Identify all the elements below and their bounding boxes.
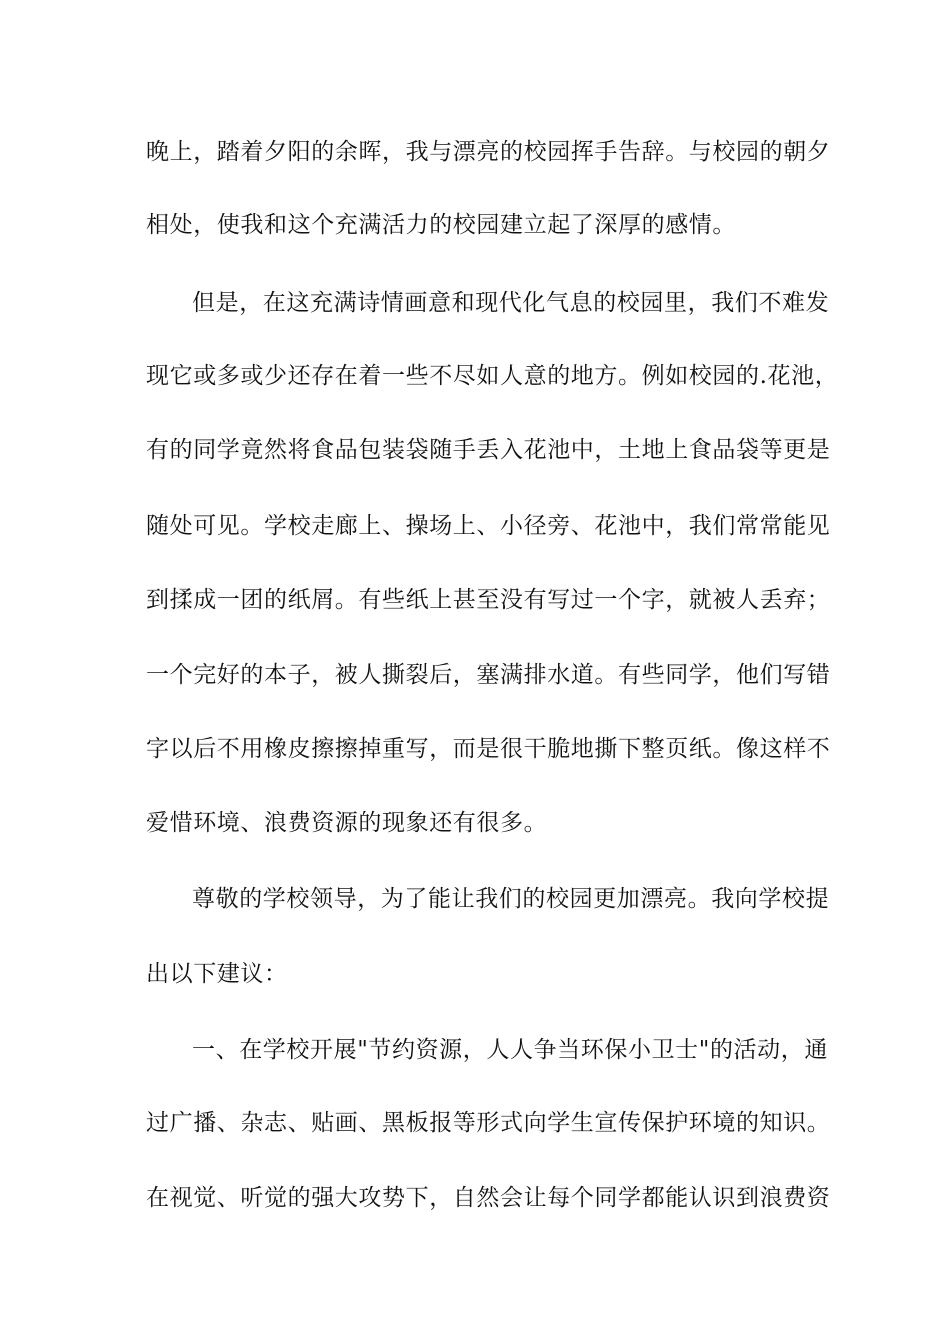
text-line: 一个完好的本子，被人撕裂后，塞满排水道。有些同学，他们写错: [146, 662, 831, 688]
text-line: 随处可见。学校走廊上、操场上、小径旁、花池中，我们常常能见: [146, 513, 831, 539]
text-line: 在视觉、听觉的强大攻势下，自然会让每个同学都能认识到浪费资: [146, 1185, 831, 1211]
text-line: 相处，使我和这个充满活力的校园建立起了深厚的感情。: [146, 212, 736, 238]
text-line: 有的同学竟然将食品包装袋随手丢入花池中，土地上食品袋等更是: [146, 437, 831, 463]
paragraph-start-line: 尊敬的学校领导，为了能让我们的校园更加漂亮。我向学校提: [192, 886, 830, 912]
paragraph-start-line: 一、在学校开展"节约资源，人人争当环保小卫士"的活动，通: [192, 1037, 828, 1063]
paragraph-start-line: 但是，在这充满诗情画意和现代化气息的校园里，我们不难发: [192, 290, 830, 316]
text-line: 字以后不用橡皮擦擦掉重写，而是很干脆地撕下整页纸。像这样不: [146, 736, 831, 762]
text-line: 过广播、杂志、贴画、黑板报等形式向学生宣传保护环境的知识。: [146, 1110, 831, 1136]
text-line: 现它或多或少还存在着一些不尽如人意的地方。例如校园的.花池，: [146, 363, 839, 389]
text-line: 爱惜环境、浪费资源的现象还有很多。: [146, 810, 548, 836]
text-line: 晚上，踏着夕阳的余晖，我与漂亮的校园挥手告辞。与校园的朝夕: [146, 139, 831, 165]
text-line: 出以下建议：: [146, 961, 288, 987]
text-line: 到揉成一团的纸屑。有些纸上甚至没有写过一个字，就被人丢弃；: [146, 587, 831, 613]
